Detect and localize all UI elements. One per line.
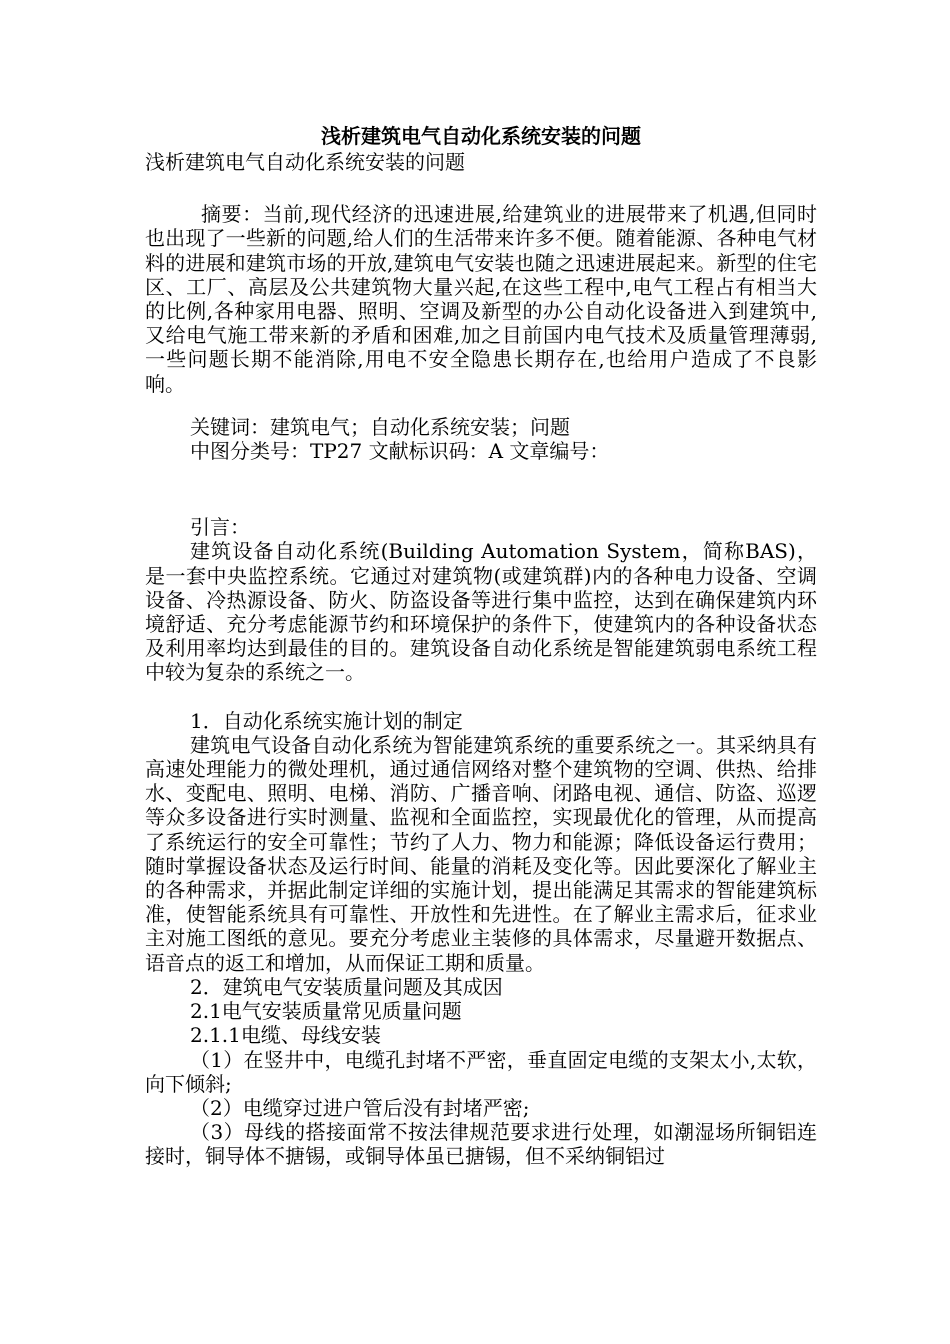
section-1-paragraph: 建筑电气设备自动化系统为智能建筑系统的重要系统之一。其采纳具有高速处理能力的微处理机，通过通信网络对整个建筑物的空调、供热、给排水、变配电、照明、电梯、消防、广播音响、闭路电视、通信、防盗、巡逻等众多设备进行实时测量、监视和全面监控，实现最优化的管理，从而提高了系统运行的安全可靠性；节约了人力、物力和能源；降低设备运行费用；随时掌握设备状态及运行时间、能量的消耗及变化等。因此要深化了解业主的各种需求，并据此制定详细的实施计划，提出能满足其需求的智能建筑标准，使智能系统具有可靠性、开放性和先进性。在了解业主需求后，征求业主对施工图纸的意见。要充分考虑业主装修的具体需求，尽量避开数据点、语音点的返工和增加，从而保证工期和质量。 — [145, 732, 817, 975]
intro-paragraph: 建筑设备自动化系统(Building Automation System，简称BAS)，是一套中央监控系统。它通过对建筑物(或建筑群)内的各种电力设备、空调设备、冷热源设备、防火、防盗设备等进行集中监控，达到在确保建筑内环境舒适、充分考虑能源节约和环境保护的条件下，使建筑内的各种设备状态及利用率均达到最佳的目的。建筑设备自动化系统是智能建筑弱电系统工程中较为复杂的系统之一。 — [145, 539, 817, 685]
keywords-line: 关键词：建筑电气；自动化系统安装；问题 — [190, 414, 570, 439]
list-item-2: （2）电缆穿过进户管后没有封堵严密; — [190, 1095, 530, 1120]
list-item-1: （1）在竖井中，电缆孔封堵不严密，垂直固定电缆的支架太小,太软，向下倾斜; — [145, 1047, 817, 1096]
document-subtitle: 浅析建筑电气自动化系统安装的问题 — [145, 150, 465, 174]
section-1-heading: 1．自动化系统实施计划的制定 — [190, 708, 463, 733]
document-page — [145, 122, 817, 1169]
section-2-1-1-heading: 2.1.1电缆、母线安装 — [190, 1023, 381, 1048]
abstract-paragraph: 摘要：当前,现代经济的迅速进展,给建筑业的进展带来了机遇,但同时也出现了一些新的问题,给人们的生活带来许多不便。随着能源、各种电气材料的进展和建筑市场的开放,建筑电气安装也随之迅速进展起来。新型的住宅区、工厂、高层及公共建筑物大量兴起,在这些工程中,电气工程占有相当大的比例,各种家用电器、照明、空调及新型的办公自动化设备进入到建筑中,又给电气施工带来新的矛盾和困难,加之目前国内电气技术及质量管理薄弱,一些问题长期不能消除,用电不安全隐患长期存在,也给用户造成了不良影响。 — [145, 202, 817, 396]
section-2-heading: 2．建筑电气安装质量问题及其成因 — [190, 974, 503, 999]
intro-label: 引言： — [190, 515, 250, 540]
classification-line: 中图分类号：TP27 文献标识码：A 文章编号： — [190, 439, 610, 464]
document-title: 浅析建筑电气自动化系统安装的问题 — [321, 124, 641, 148]
list-item-3: （3）母线的搭接面常不按法律规范要求进行处理，如潮湿场所铜铝连接时，铜导体不搪锡，或铜导体虽已搪锡，但不采纳铜铝过 — [145, 1120, 817, 1169]
section-2-1-heading: 2.1电气安装质量常见质量问题 — [190, 999, 462, 1024]
